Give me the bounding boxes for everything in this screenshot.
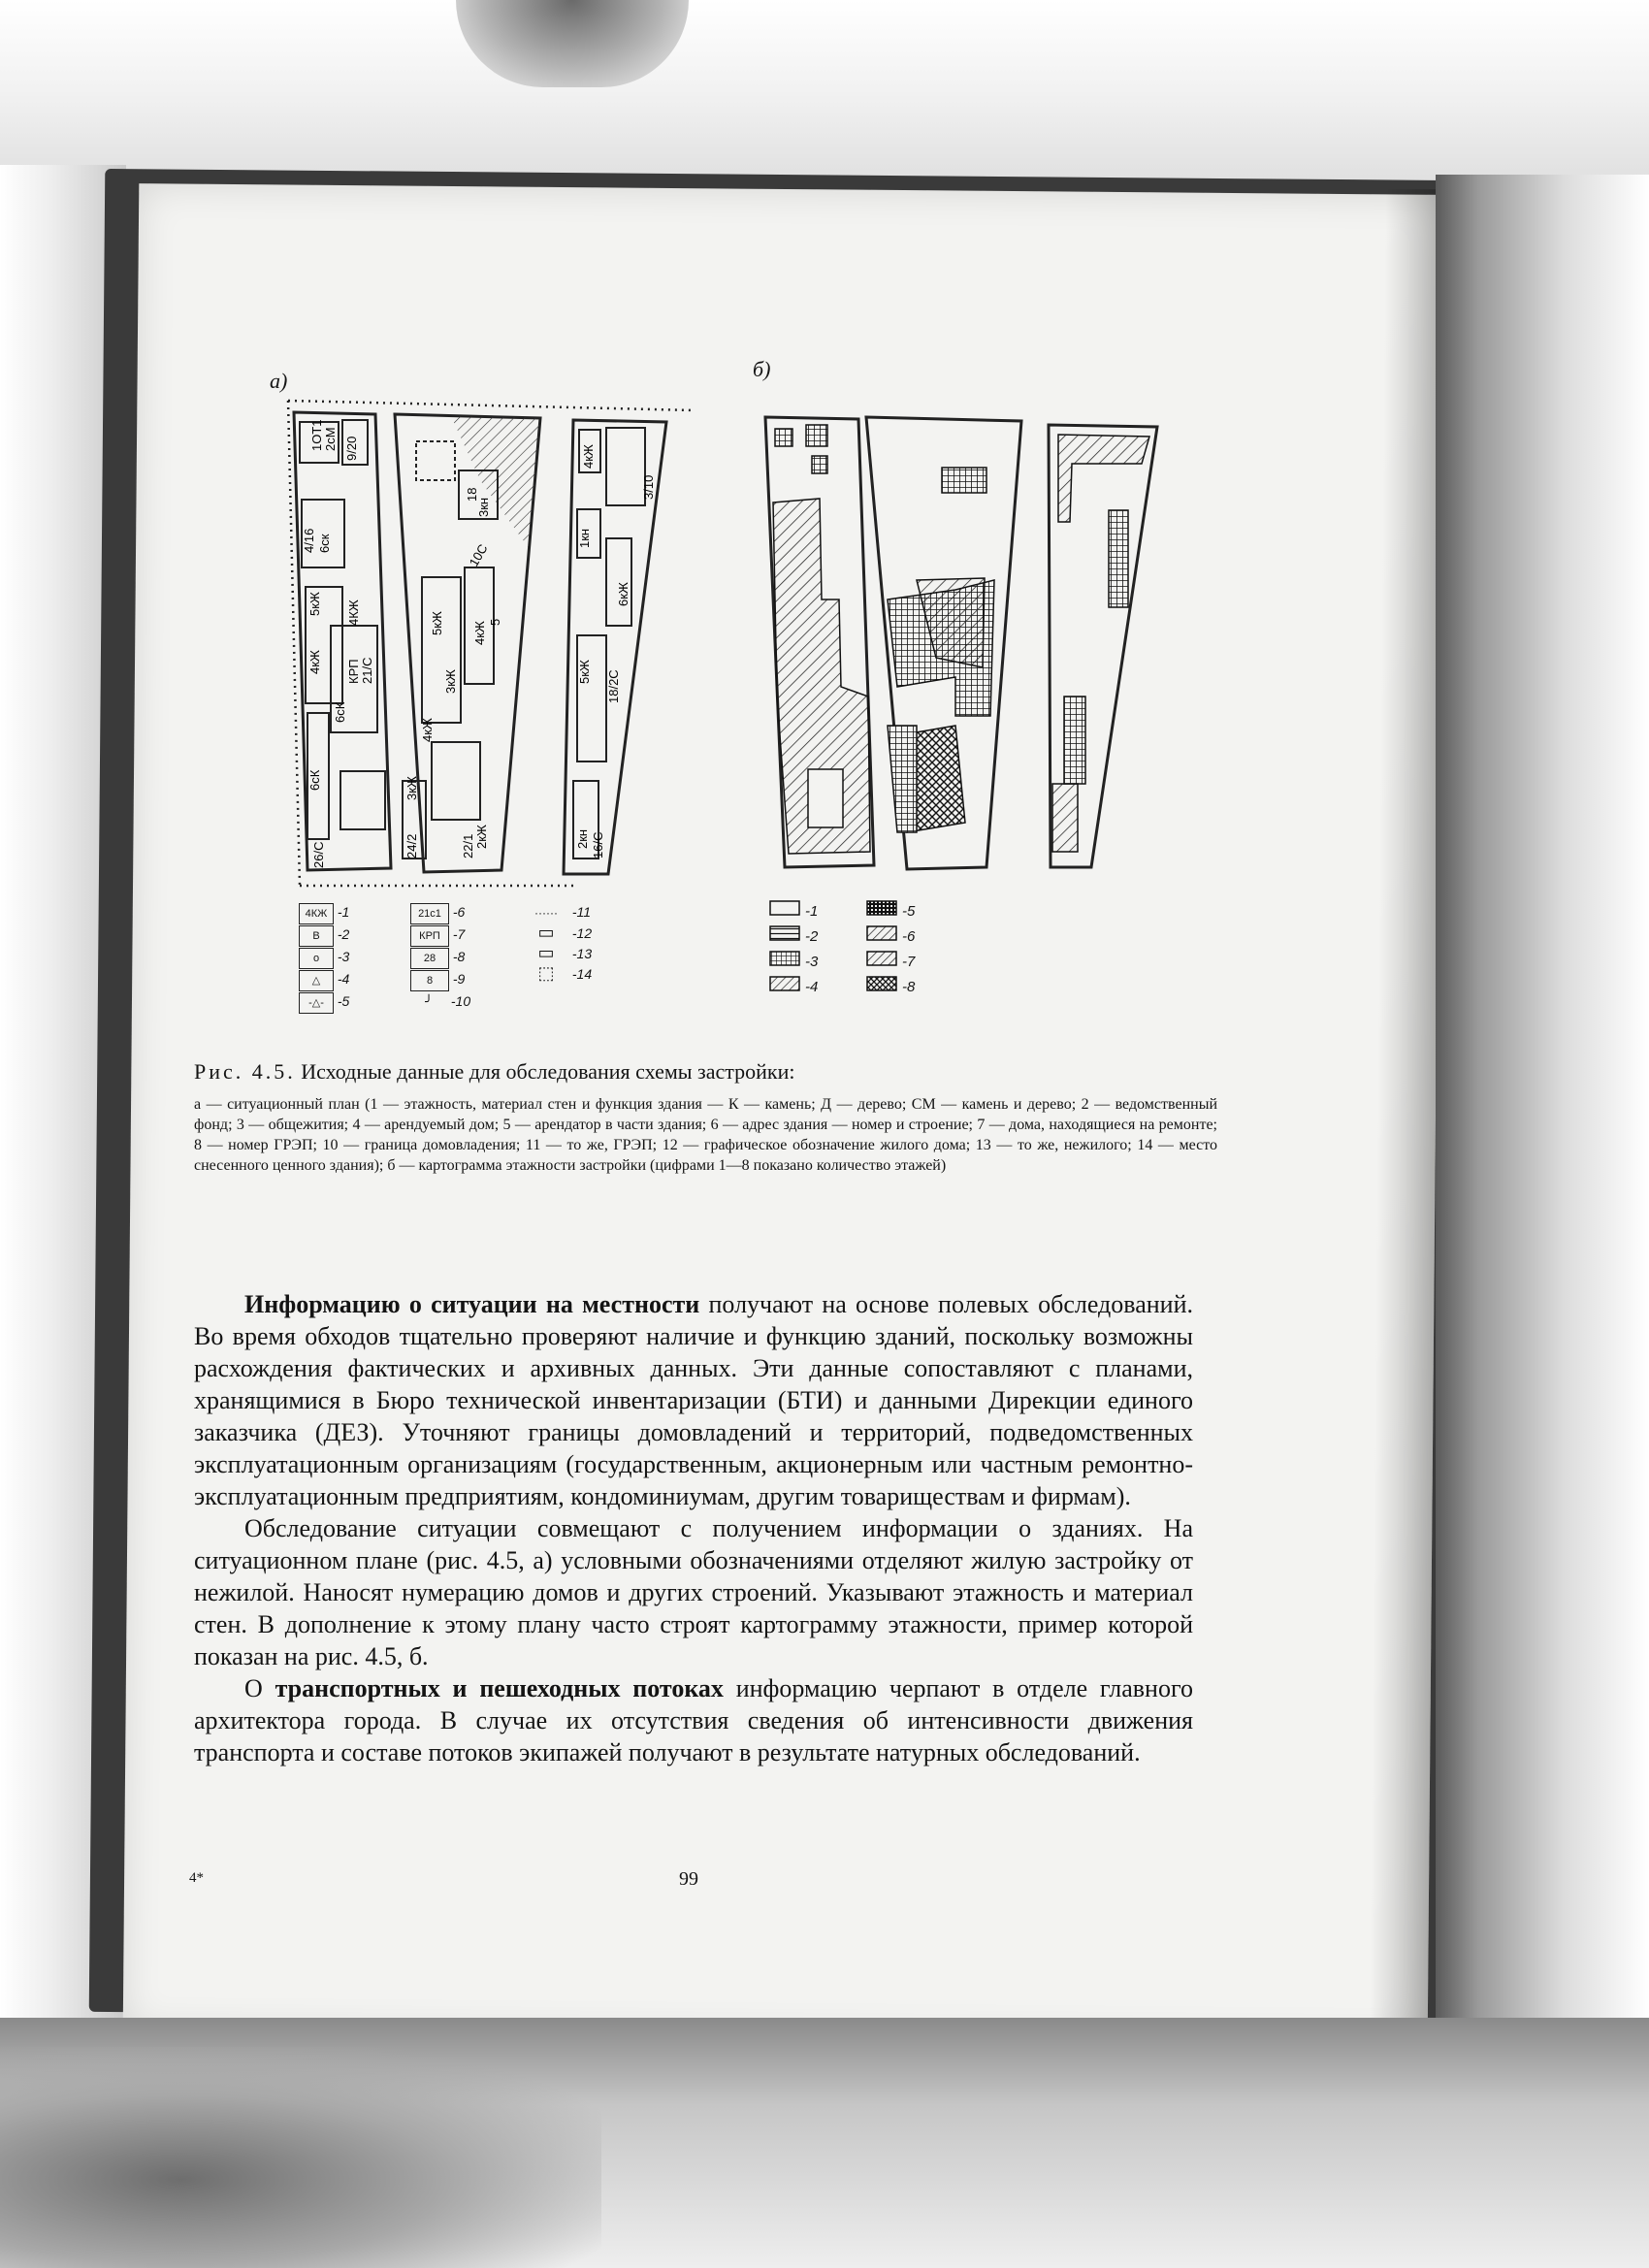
map-label: 3кн bbox=[476, 497, 491, 517]
situational-plan-figure bbox=[286, 393, 698, 890]
legend-symbol: △ bbox=[299, 970, 334, 991]
legend-number: -4 bbox=[805, 979, 819, 995]
paragraph-3 bbox=[194, 1672, 1193, 1768]
map-label: 2кЖ bbox=[474, 825, 489, 849]
legend-number: -7 bbox=[902, 954, 916, 970]
map-label: 5кЖ bbox=[307, 592, 322, 616]
legend-number: -14 bbox=[571, 966, 593, 982]
map-label: 1кн bbox=[577, 528, 592, 548]
paragraph-2: Обследование ситуации совмещают с получением информации о зданиях. На ситуационном плане (рис. 4.5, а) условными обозначениями отделяют жилую застройку от нежилой. Наносят нумерацию домов и других строений. Указывают этажность и материал стен. В дополнение к этому плану часто строят картограмму этажности, пример которой показан на рис. 4.5, б. bbox=[194, 1514, 1193, 1670]
legend-symbol: о bbox=[299, 948, 334, 969]
legend-swatches bbox=[766, 897, 999, 1004]
legend-cartogram bbox=[766, 897, 999, 1004]
legend-number: -6 bbox=[452, 904, 466, 920]
map-label: 26/С bbox=[311, 841, 326, 868]
legend-symbol: 28 bbox=[410, 948, 449, 969]
map-label: 4кЖ bbox=[420, 718, 435, 742]
legend-number: -8 bbox=[902, 979, 916, 995]
legend-symbol: ╯ bbox=[425, 994, 433, 1009]
scan-right-edge bbox=[1436, 175, 1649, 2018]
map-label: 1ОТ1 bbox=[309, 419, 324, 451]
legend-number: -5 bbox=[902, 903, 916, 920]
map-label: 6сК bbox=[307, 769, 322, 791]
legend-number: -12 bbox=[571, 925, 593, 941]
map-label: 2сМ bbox=[323, 427, 338, 451]
map-label: 21/С bbox=[360, 657, 374, 684]
paragraph-1-text: получают на основе полевых обследований. Во время обходов тщательно проверяют наличие и функцию зданий, поскольку возможны расхождения фактических и архивных данных. Эти данные сопоставляют с планами, хранящимися в Бюро технической инвентаризации (БТИ) и данными Дирекции единого заказчика (ДЕЗ). Уточняют границы домовладений и территорий, подведомственных эксплуатационным организациям (государственным, акционерным или частным ремонтно-эксплуатационным предприятиям, кондоминиумам, другим товариществам и фирмам). bbox=[194, 1290, 1193, 1510]
map-label: 4/16 bbox=[302, 528, 316, 553]
legend-symbol: 8 bbox=[410, 970, 449, 991]
map-label: 5кЖ bbox=[577, 660, 592, 684]
map-label: 6кЖ bbox=[616, 582, 630, 606]
map-label: 4кЖ bbox=[472, 621, 487, 645]
legend-number: -9 bbox=[452, 971, 466, 987]
legend-number: -6 bbox=[902, 928, 916, 945]
map-label: 10С bbox=[466, 541, 491, 569]
legend-number: -8 bbox=[452, 949, 466, 964]
map-label: 16/С bbox=[591, 831, 605, 859]
map-label: 4кЖ bbox=[581, 444, 596, 469]
paragraph-3-start: О bbox=[244, 1674, 275, 1702]
figure-label-b: б) bbox=[753, 357, 771, 381]
legend-symbol: -△- bbox=[299, 992, 334, 1014]
legend-number: -4 bbox=[337, 971, 350, 987]
storeys-cartogram-figure bbox=[761, 405, 1169, 871]
map-label: 5кЖ bbox=[430, 611, 444, 635]
map-label: 18/2С bbox=[606, 669, 621, 703]
map-label: КРП bbox=[346, 659, 361, 684]
legend-number: -2 bbox=[337, 926, 350, 942]
paragraph-1 bbox=[194, 1288, 1193, 1512]
legend-number: -11 bbox=[571, 904, 592, 920]
map-label: 3/10 bbox=[641, 474, 656, 500]
signature-mark: 4* bbox=[189, 1870, 204, 1886]
map-label: 4КЖ bbox=[346, 599, 361, 626]
legend-number: -5 bbox=[337, 993, 350, 1009]
legend-number: -2 bbox=[805, 928, 819, 945]
map-label: 6ск bbox=[317, 534, 332, 553]
legend-symbol: 4КЖ bbox=[299, 903, 334, 924]
map-label: 18 bbox=[465, 487, 479, 502]
page-number: 99 bbox=[679, 1868, 698, 1890]
map-label: 9/20 bbox=[344, 436, 359, 461]
legend-symbol: ▭ bbox=[537, 923, 555, 942]
map-label: 3кЖ bbox=[404, 776, 419, 800]
hand-shadow bbox=[0, 2047, 601, 2268]
legend-number: -3 bbox=[805, 954, 819, 970]
legend-number: -3 bbox=[337, 949, 350, 964]
legend-number: -1 bbox=[337, 904, 350, 920]
map-label: 5 bbox=[488, 618, 502, 626]
figure-caption-text: а — ситуационный план (1 — этажность, материал стен и функция здания — К — камень; Д — дерево; СМ — камень и дерево; 2 — ведомственный фонд; 3 — общежития; 4 — арендуемый дом; 5 — арендатор в части здания; 6 — адрес здания — номер и строение; 7 — дома, находящиеся на ремонте; 8 — номер ГРЭП; 10 — граница домовладения; 11 — то же, ГРЭП; 12 — графическое обозначение жилого дома; 13 — то же, нежилого; 14 — место снесенного ценного здания); б — картограмма этажности застройки (цифрами 1—8 показано количество этажей) bbox=[194, 1096, 1217, 1174]
paragraph-3-text: информацию черпают в отделе главного архитектора города. В случае их отсутствия сведения об интенсивности движения транспорта и составе потоков экипажей получают в результате натурных обследований. bbox=[194, 1674, 1193, 1766]
figure-caption-title bbox=[194, 1059, 1222, 1085]
legend-number: -10 bbox=[450, 993, 471, 1009]
legend-number: -7 bbox=[452, 926, 466, 942]
legend-symbol: КРП bbox=[410, 925, 449, 947]
map-label: 22/1 bbox=[461, 833, 475, 859]
legend-number: -13 bbox=[571, 946, 593, 961]
paragraph-3-bold: транспортных и пешеходных потоках bbox=[275, 1674, 724, 1702]
map-label: 6сК bbox=[333, 701, 347, 723]
legend-symbol: 21с1 bbox=[410, 903, 449, 924]
paragraph-1-bold: Информацию о ситуации на местности bbox=[244, 1290, 700, 1318]
legend-number: -1 bbox=[805, 903, 819, 920]
body-text bbox=[194, 1288, 1193, 1768]
caption-prefix: Рис. 4.5. bbox=[194, 1059, 296, 1084]
legend-symbol: ⬚ bbox=[537, 963, 555, 983]
figure-label-a: а) bbox=[270, 369, 288, 393]
map-label: 2кн bbox=[575, 828, 590, 849]
legend-symbol: ······ bbox=[534, 906, 558, 920]
legend-symbol: ▭ bbox=[537, 943, 555, 962]
legend-symbol: В bbox=[299, 925, 334, 947]
map-label: 3кЖ bbox=[443, 669, 458, 694]
map-label: 4кЖ bbox=[307, 650, 322, 674]
caption-title-text: Исходные данные для обследования схемы застройки: bbox=[301, 1059, 795, 1084]
legend-situational-plan bbox=[299, 902, 706, 1023]
map-label: 24/2 bbox=[404, 833, 419, 859]
